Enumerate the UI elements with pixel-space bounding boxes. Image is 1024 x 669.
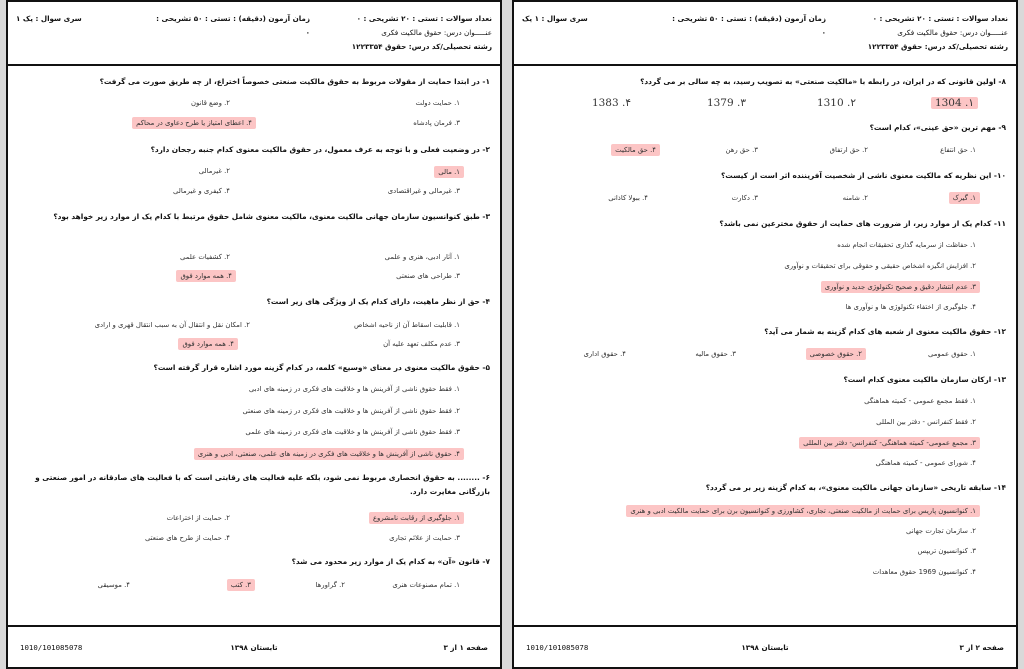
option: ۲. شامنه: [842, 194, 868, 202]
question-2: ۲- در وضعیت فعلی و با توجه به عرف معمول، در حقوق مالکیت معنوی کدام جنبه رجحان دارد؟: [150, 145, 490, 154]
option: ۴. جلوگیری از اختفاء تکنولوژی ها و نوآوری ها: [845, 303, 976, 311]
question-14: ۱۴- سابقه تاریخی «سازمان جهانی مالکیت معنوی»، به کدام گزینه زیر بر می گردد؟: [705, 483, 1006, 492]
option: ۴. ببولا کاذانی: [608, 194, 648, 202]
option: ۱. آثار ادبی، هنری و علمی: [384, 253, 460, 261]
option: ۱. حق انتفاع: [940, 146, 976, 154]
option: ۱. فقط حقوق ناشی از آفرینش ها و خلاقیت های فکری در زمینه های ادبی: [248, 385, 460, 393]
question-5: ۵- حقوق مالکیت معنوی در معنای «وسیع» کلمه، در کدام گزینه مورد اشاره قرار گرفته است؟: [153, 363, 490, 372]
option: ۲. فقط کنفرانس - دفتر بین المللی: [876, 418, 976, 426]
question-10: ۱۰- این نظریه که مالکیت معنوی ناشی از شخصیت آفریننده اثر است از کیست؟: [720, 171, 1006, 180]
exam-page-1: [6, 0, 502, 669]
option: ۲. افزایش انگیزه اشخاص حقیقی و حقوقی برای تحقیقات و نوآوری: [784, 262, 976, 270]
page-footer: [8, 625, 500, 667]
field-code: رشته تحصیلی/کد درس: حقوق ۱۲۲۳۳۵۴: [351, 42, 492, 51]
option: ۱. حمایت دولت: [415, 99, 460, 107]
exam-term: تابستان ۱۳۹۸: [741, 643, 789, 652]
question-1: ۱- در ابتدا حمایت از مقولات مربوط به حقوق مالکیت صنعتی خصوصاً اختراع، از چه طریق صورت می گرفت؟: [99, 77, 490, 86]
option: ۲. سازمان تجارت جهانی: [906, 527, 976, 535]
option: ۲. فقط حقوق ناشی از آفرینش ها و خلاقیت های فکری در زمینه های صنعتی: [242, 407, 460, 415]
option-highlighted: ۱. جلوگیری از رقابت نامشروع: [369, 512, 464, 524]
question-area: [514, 66, 1016, 626]
option: ۲. گراورها: [315, 581, 345, 589]
header-right: [833, 12, 1008, 54]
option: ۳. حقوق مالیه: [695, 350, 736, 358]
question-7: ۷- قانون «آن» به کدام یک از موارد زیر محدود می شد؟: [291, 557, 490, 566]
question-3: ۳- طبق کنوانسیون سازمان جهانی مالکیت معنوی، مالکیت معنوی شامل حقوق مرتبط با کدام یک از موارد زیر خواهد بود؟: [53, 212, 490, 221]
option: ۲. وضع قانون: [190, 99, 230, 107]
option: ۳. غیرمالی و غیراقتصادی: [387, 187, 460, 195]
exam-code: 1010/101085078: [20, 643, 83, 652]
header-right: [317, 12, 492, 54]
option: ۱. حقوق عمومی: [927, 350, 976, 358]
question-9: ۹- مهم ترین «حق عینی»، کدام است؟: [869, 123, 1006, 132]
option: ۴. 1383: [591, 97, 631, 109]
field-code: رشته تحصیلی/کد درس: حقوق ۱۲۲۳۳۵۴: [867, 42, 1008, 51]
option-highlighted: ۱. گیرک: [949, 192, 980, 204]
question-4: ۴- حق از نظر ماهیت، دارای کدام یک از ویژگی های زیر است؟: [266, 297, 490, 306]
option: ۲. کشفیات علمی: [180, 253, 230, 261]
question-11: ۱۱- کدام یک از موارد زیر، از ضرورت های حمایت از حقوق مخترعین نمی باشد؟: [719, 219, 1006, 228]
option: ۱. تمام مصنوعات هنری: [392, 581, 460, 589]
option-highlighted: ۳. عدم انتشار دقیق و صحیح تکنولوژی جدید و نوآوری: [821, 281, 980, 293]
option: ۳. دکارت: [731, 194, 758, 202]
exam-time: زمان آزمون (دقیقه) : تستی : ۵۰ تشریحی : ۰: [156, 14, 310, 37]
series-label: سری سوال : یک ۱: [16, 14, 82, 23]
option: ۱. قابلیت اسقاط آن از ناحیه اشخاص: [354, 321, 460, 329]
option: ۴. کیفری و غیرمالی: [173, 187, 230, 195]
question-count: نعداد سوالات : تستی : ۲۰ تشریحی : ۰: [872, 14, 1008, 23]
exam-term: تابستان ۱۳۹۸: [230, 643, 278, 652]
option: ۴. حقوق اداری: [583, 350, 626, 358]
option-highlighted: ۴. حقوق ناشی از آفرینش ها و خلاقیت های فکری در زمینه های علمی، صنعتی، ادبی و هنری: [194, 448, 464, 460]
option-highlighted: ۴. همه موارد فوق: [176, 270, 236, 282]
question-count: نعداد سوالات : تستی : ۲۰ تشریحی : ۰: [356, 14, 492, 23]
question-area: [8, 66, 500, 626]
option: ۲. غیرمالی: [198, 167, 230, 175]
option-highlighted: ۴. اعطای امتیاز یا طرح دعاوی در محاکم: [132, 117, 256, 129]
option: ۴. موسیقی: [97, 581, 130, 589]
option: ۳. طراحی های صنعتی: [396, 272, 460, 280]
option-highlighted: ۱. مالی: [434, 166, 464, 178]
option: ۲. 1310: [816, 97, 856, 109]
exam-time: زمان آزمون (دقیقه) : تستی : ۵۰ تشریحی : ۰: [672, 14, 826, 37]
option: ۳. حمایت از علائم تجاری: [389, 534, 460, 542]
exam-page-2: [512, 0, 1018, 669]
option-highlighted: ۲. حقوق خصوصی: [806, 348, 866, 360]
option: ۱. فقط مجمع عمومی - کمیته هماهنگی: [864, 397, 976, 405]
option-highlighted: ۳. کتب: [227, 579, 255, 591]
option: ۲. امکان نقل و انتقال آن به سبب انتقال قهری و ارادی: [94, 321, 250, 329]
option: ۳. فرمان پادشاه: [413, 119, 460, 127]
question-6: ۶- ........ به حقوق انحصاری مربوط نمی شود، بلکه علیه فعالیت های رقابتی است که با فعالیت های صادقانه در امور صنعتی و بازرگانی مغایرت دارد.: [35, 473, 490, 496]
course-title: عنـــــوان درس: حقوق مالکیت فکری: [381, 28, 492, 37]
option: ۳. فقط حقوق ناشی از آفرینش ها و خلاقیت های فکری در زمینه های علمی: [245, 428, 460, 436]
page-header: [8, 2, 500, 66]
option: ۲. حمایت از اختراعات: [166, 514, 230, 522]
series-label: سری سوال : ۱ یک: [522, 14, 588, 23]
question-8: ۸- اولین قانونی که در ایران، در رابطه با «مالکیت صنعتی» به تصویب رسید، به چه سالی بر می گردد؟: [640, 77, 1006, 86]
option-highlighted: ۱. 1304: [931, 97, 978, 109]
option-highlighted: ۳. مجمع عمومی- کمیته هماهنگی- کنفرانس- دفتر بین المللی: [799, 437, 980, 449]
exam-code: 1010/101085078: [526, 643, 589, 652]
option-highlighted: ۴. حق مالکیت: [611, 144, 660, 156]
option-highlighted: ۴. همه موارد فوق: [178, 338, 238, 350]
option: ۳. عدم مکلف تعهد علیه آن: [383, 340, 460, 348]
option-highlighted: ۱. کنوانسیون پاریس برای حمایت از مالکیت صنعتی، تجاری، کشاورزی و کنوانسیون برن برای حمایت مالکیت ادبی و هنری: [626, 505, 980, 517]
page-number: صفحه ۲ از ۳: [959, 643, 1004, 652]
option: ۳. 1379: [706, 97, 746, 109]
option: ۱. حفاظت از سرمایه گذاری تحقیقات انجام شده: [837, 241, 976, 249]
option: ۳. کنوانسیون تریپس: [917, 547, 976, 555]
question-13: ۱۳- ارکان سازمان مالکیت معنوی کدام است؟: [843, 375, 1006, 384]
option: ۳. حق رهن: [725, 146, 758, 154]
option: ۲. حق ارتفاق: [829, 146, 868, 154]
option: ۴. کنوانسیون 1969 حقوق معاهدات: [872, 568, 976, 576]
page-footer: [514, 625, 1016, 667]
page-number: صفحه ۱ از ۳: [443, 643, 488, 652]
page-header: [514, 2, 1016, 66]
option: ۴. حمایت از طرح های صنعتی: [144, 534, 230, 542]
question-12: ۱۲- حقوق مالکیت معنوی از شعبه های کدام گزینه به شمار می آید؟: [764, 327, 1006, 336]
course-title: عنـــــوان درس: حقوق مالکیت فکری: [897, 28, 1008, 37]
option: ۴. شورای عمومی - کمیته هماهنگی: [875, 459, 976, 467]
